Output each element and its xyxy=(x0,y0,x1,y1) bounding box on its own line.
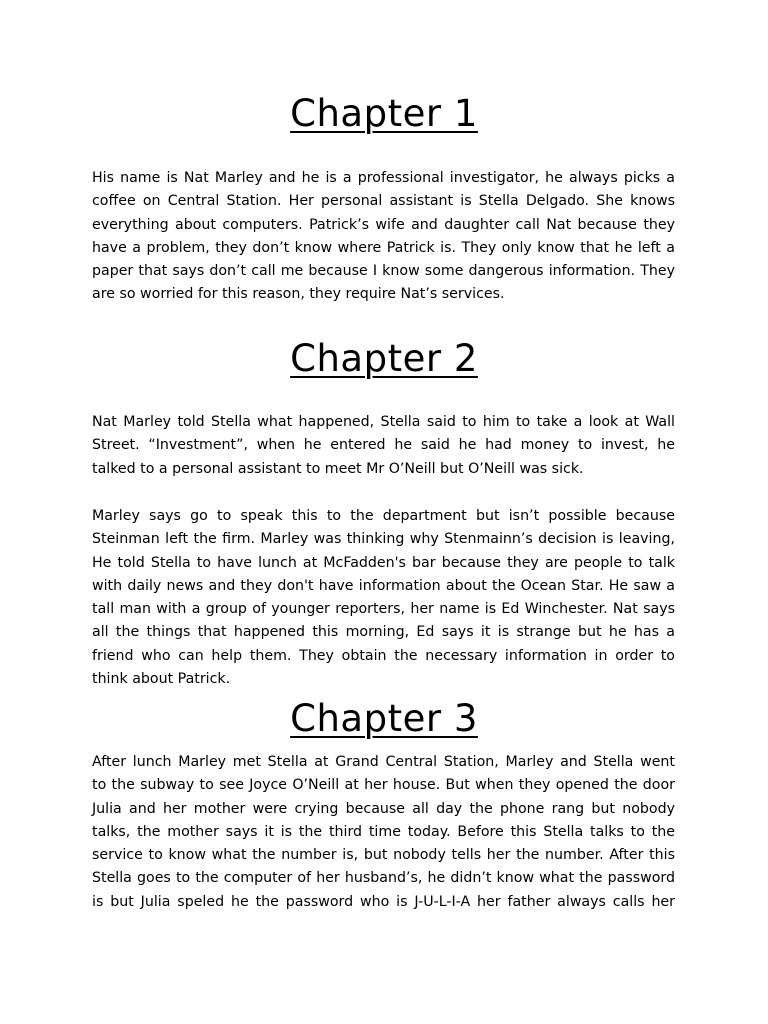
text-line: everything about computers. Patrick’s wife and daughter call Nat because they xyxy=(92,216,675,233)
text-line: Marley says go to speak this to the department but isn’t possible because xyxy=(92,508,675,524)
chapter-3-paragraph-1 xyxy=(92,751,675,914)
text-line: Julia and her mother were crying because all day the phone rang but nobody xyxy=(92,800,675,817)
text-line: Steinman left the firm. Marley was thinking why Stenmainn’s decision is leaving, xyxy=(92,531,675,548)
text-line: friend who can help them. They obtain the necessary information in order to xyxy=(92,647,675,664)
chapter-2-paragraph-2 xyxy=(92,505,675,691)
text-line: with daily news and they don't have information about the Ocean Star. He saw a xyxy=(92,577,675,594)
text-line: paper that says don’t call me because I know some dangerous information. They xyxy=(92,263,675,280)
text-line: is but Julia speled he the password who is J-U-L-I-A her father always calls her xyxy=(92,893,675,910)
chapter-2-paragraph-1 xyxy=(92,411,675,481)
text-line: talked to a personal assistant to meet Mr O’Neill but O’Neill was sick. xyxy=(92,460,584,477)
text-line: think about Patrick. xyxy=(92,671,231,688)
text-line: have a problem, they don’t know where Patrick is. They only know that he left a xyxy=(92,239,675,256)
text-line: After lunch Marley met Stella at Grand Central Station, Marley and Stella went xyxy=(92,754,675,770)
text-line: are so worried for this reason, they require Nat’s services. xyxy=(92,286,505,303)
text-line: Stella goes to the computer of her husband’s, he didn’t know what the password xyxy=(92,870,675,887)
text-line: Street. “Investment”, when he entered he said he had money to invest, he xyxy=(92,437,675,454)
chapter-3-title: Chapter 3 xyxy=(290,697,478,740)
chapter-1-paragraph-1 xyxy=(92,167,675,307)
text-line: He told Stella to have lunch at McFadden's bar because they are people to talk xyxy=(92,554,675,571)
text-line: all the things that happened this morning, Ed says it is strange but he has a xyxy=(92,624,675,641)
text-line: to the subway to see Joyce O’Neill at her house. But when they opened the door xyxy=(92,777,675,794)
text-line: His name is Nat Marley and he is a professional investigator, he always picks a xyxy=(92,170,675,186)
chapter-2-title: Chapter 2 xyxy=(290,337,478,380)
text-line: tall man with a group of younger reporters, her name is Ed Winchester. Nat says xyxy=(92,601,675,618)
text-line: Nat Marley told Stella what happened, Stella said to him to take a look at Wall xyxy=(92,414,675,430)
chapter-1-title: Chapter 1 xyxy=(290,92,478,135)
text-line: coffee on Central Station. Her personal assistant is Stella Delgado. She knows xyxy=(92,193,675,210)
text-line: talks, the mother says it is the third time today. Before this Stella talks to the xyxy=(92,823,675,840)
text-line: service to know what the number is, but nobody tells her the number. After this xyxy=(92,847,675,864)
